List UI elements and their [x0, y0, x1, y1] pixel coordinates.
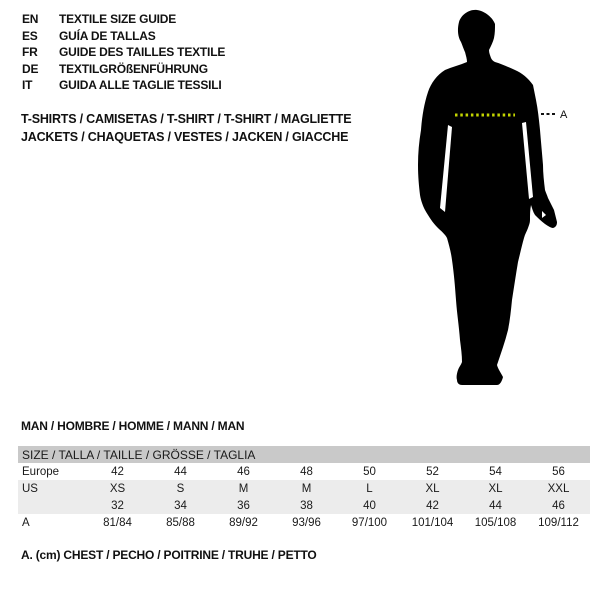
table-header-row: [18, 446, 590, 463]
table-cell: 81/84: [103, 516, 132, 529]
table-cell: 34: [174, 499, 187, 512]
category-line-jackets: JACKETS / CHAQUETAS / VESTES / JACKEN / GIACCHE: [21, 130, 349, 144]
table-cell: M: [301, 482, 312, 495]
table-cell: 46: [237, 465, 250, 478]
language-row-it: [22, 77, 225, 94]
table-cell: 85/88: [166, 516, 195, 529]
man-silhouette: [415, 5, 570, 395]
row-label: US: [22, 482, 38, 495]
language-code: IT: [22, 78, 33, 92]
table-cell: L: [366, 482, 373, 495]
table-cell: 89/92: [229, 516, 258, 529]
table-cell: 56: [552, 465, 565, 478]
table-cell: 32: [111, 499, 124, 512]
table-cell: 52: [426, 465, 439, 478]
table-cell: XS: [109, 482, 126, 495]
table-row-chest-cm: [18, 514, 590, 531]
section-title-man: MAN / HOMBRE / HOMME / MANN / MAN: [21, 419, 245, 433]
language-label: GUIDA ALLE TAGLIE TESSILI: [59, 78, 222, 92]
language-row-en: [22, 11, 225, 28]
row-label: [18, 497, 86, 514]
table-cell: 44: [489, 499, 502, 512]
table-cell: 38: [300, 499, 313, 512]
measurement-footnote: A. (cm) CHEST / PECHO / POITRINE / TRUHE / PETTO: [21, 548, 317, 562]
language-label: GUÍA DE TALLAS: [59, 28, 156, 43]
size-table: [18, 446, 590, 531]
table-cell: XL: [488, 482, 503, 495]
table-cell: 97/100: [351, 516, 388, 529]
table-cell: 48: [300, 465, 313, 478]
table-cell: XL: [425, 482, 440, 495]
language-label: TEXTILGRÖßENFÜHRUNG: [59, 61, 208, 76]
chest-measure-label: A: [560, 109, 568, 121]
table-cell: 40: [363, 499, 376, 512]
language-code: EN: [22, 12, 39, 26]
table-row-us: [18, 480, 590, 497]
table-header: SIZE / TALLA / TAILLE / GRÖSSE / TAGLIA: [18, 446, 590, 463]
language-code: ES: [22, 28, 38, 43]
table-cell: 44: [174, 465, 187, 478]
table-cell: 42: [111, 465, 124, 478]
language-row-de: [22, 61, 225, 78]
table-cell: 105/108: [474, 516, 517, 529]
table-cell: 50: [363, 465, 376, 478]
language-label: TEXTILE SIZE GUIDE: [59, 12, 177, 26]
table-cell: 42: [426, 499, 439, 512]
language-code: DE: [22, 61, 39, 76]
table-cell: 54: [489, 465, 502, 478]
language-code: FR: [22, 45, 38, 59]
man-body-shape: [418, 10, 557, 385]
table-row-alt-size: [18, 497, 590, 514]
row-label: Europe: [22, 465, 60, 478]
garment-categories: [21, 110, 351, 146]
category-line-tshirts: T-SHIRTS / CAMISETAS / T-SHIRT / T-SHIRT / MAGLIETTE: [21, 112, 352, 126]
language-row-fr: [22, 44, 225, 61]
table-row-europe: [18, 463, 590, 480]
language-label: GUIDE DES TAILLES TEXTILE: [59, 45, 226, 59]
language-list: [22, 11, 225, 94]
table-cell: 93/96: [292, 516, 321, 529]
table-cell: 46: [552, 499, 565, 512]
language-row-es: [22, 28, 225, 45]
table-cell: 36: [237, 499, 250, 512]
table-cell: S: [176, 482, 185, 495]
table-cell: 109/112: [538, 516, 579, 529]
table-cell: M: [238, 482, 249, 495]
table-cell: XXL: [547, 482, 570, 495]
row-label: A: [22, 516, 30, 529]
table-cell: 101/104: [411, 516, 454, 529]
